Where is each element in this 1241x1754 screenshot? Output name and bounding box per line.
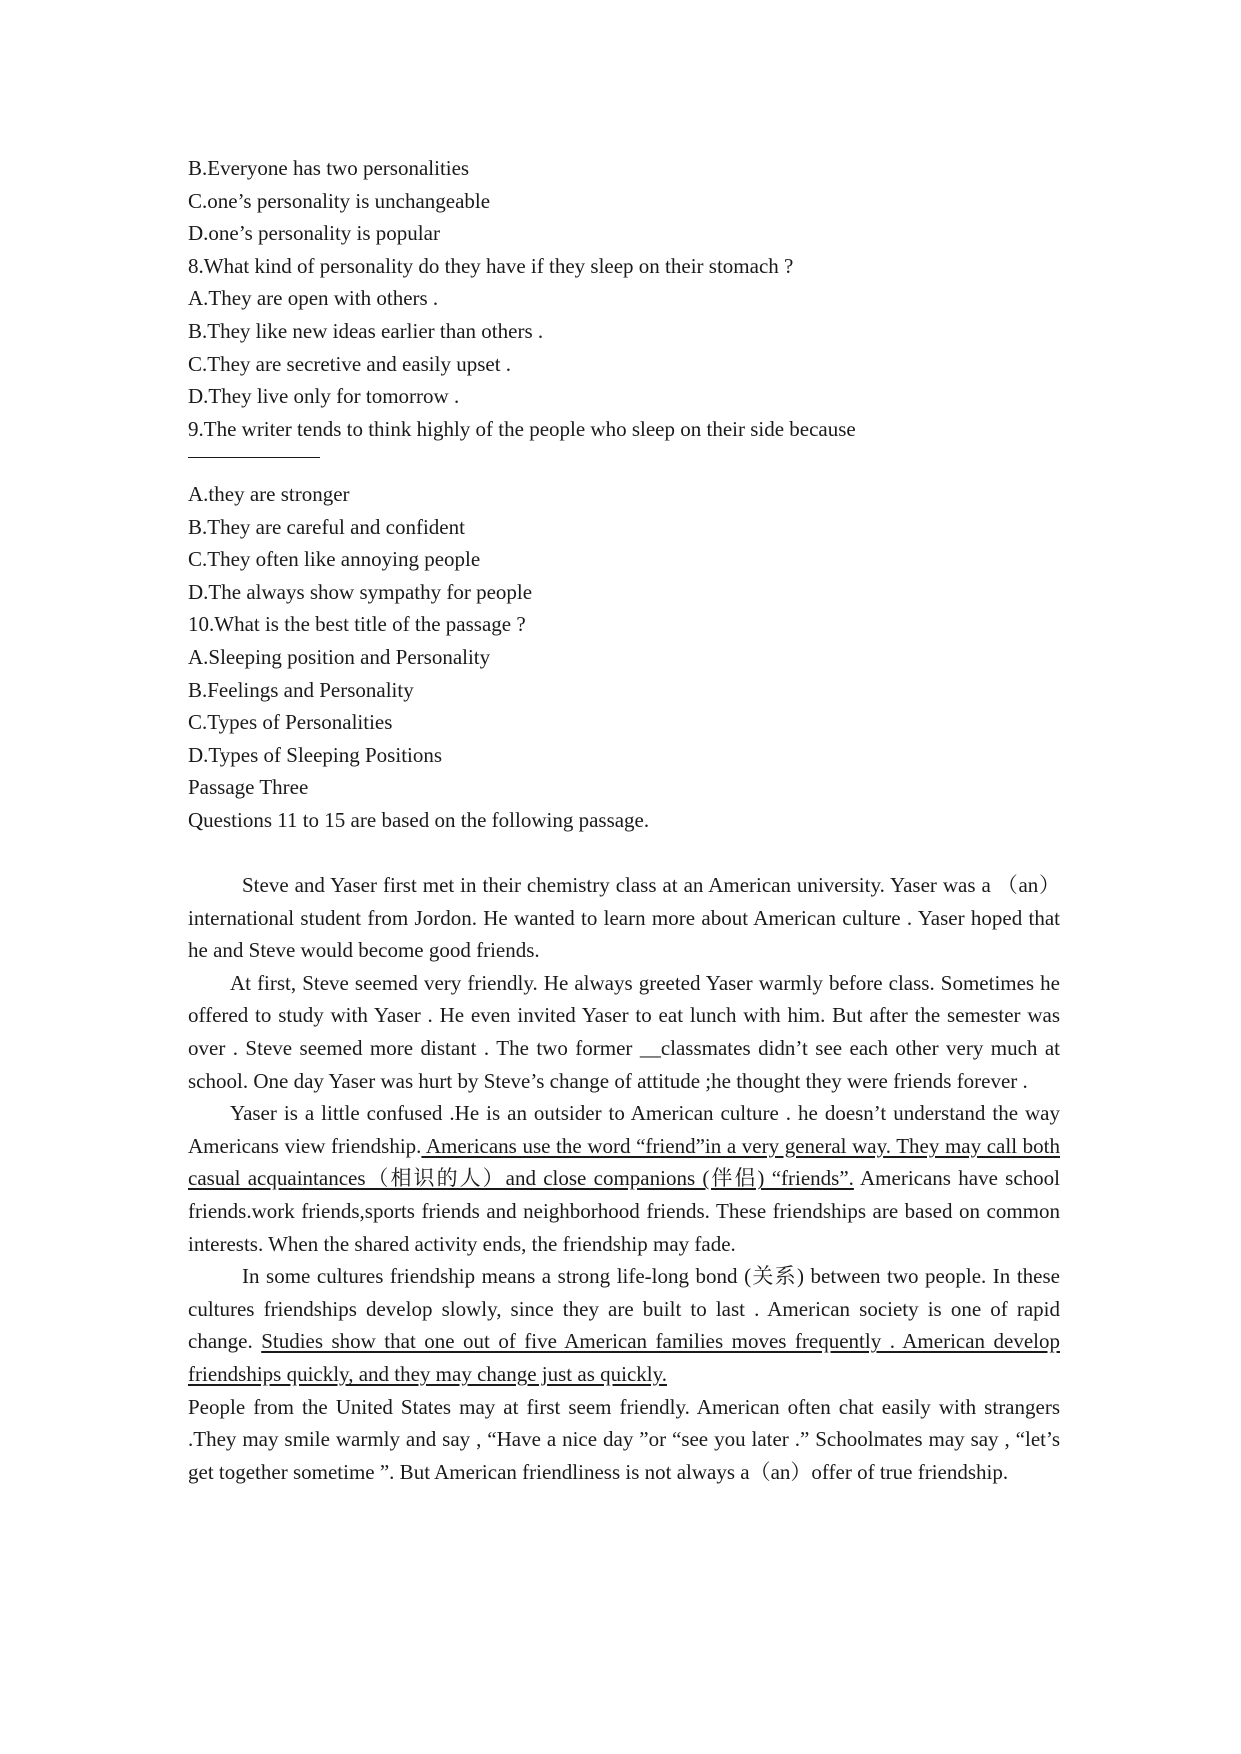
passage-paragraph-4 (188, 1260, 1060, 1390)
question-10: 10.What is the best title of the passage ? (188, 612, 526, 637)
option-7b: B.Everyone has two personalities (188, 156, 470, 180)
answer-blank (188, 445, 1060, 478)
page-content (188, 152, 1060, 1488)
option-7d: D.one’s personality is popular (188, 221, 440, 246)
paragraph-4-text-a: In some cultures friendship means a strong life-long bond (关系) between two people. In these cultures friendships develop slowly, since they are built to last . American society is one of rapid change. (188, 1264, 1060, 1354)
option-8d: D.They live only for tomorrow . (188, 384, 460, 409)
option-9b: B.They are careful and confident (188, 514, 465, 539)
passage-paragraph-5: People from the United States may at first seem friendly. American often chat easily with strangers .They may smile warmly and say , “Have a nice day ”or “see you later .” Schoolmates may say , “let’s get together sometime ”. But American friendliness is not always a（an）offer of true friendship. (188, 1394, 1060, 1484)
option-9d: D.The always show sympathy for people (188, 579, 533, 604)
passage-instructions: Questions 11 to 15 are based on the following passage. (188, 807, 650, 832)
option-8a: A.They are open with others . (188, 286, 439, 311)
paragraph-4-underlined: Studies show that one out of five American families moves frequently . American develop friendships quickly, and they may change just as quickly. (188, 1329, 1060, 1386)
question-8: 8.What kind of personality do they have if they sleep on their stomach ? (188, 253, 794, 278)
option-10c: C.Types of Personalities (188, 710, 393, 735)
option-10b: B.Feelings and Personality (188, 677, 414, 702)
paragraph-3-text-b: Americans have school friends.work friends,sports friends and neighborhood friends. These friendships are based on common interests. When the shared activity ends, the friendship may fade. (188, 1166, 1060, 1256)
option-7c: C.one’s personality is unchangeable (188, 188, 491, 213)
spacer (188, 836, 1060, 869)
option-8c: C.They are secretive and easily upset . (188, 351, 512, 376)
option-9a: A.they are stronger (188, 481, 350, 506)
passage-paragraph-3 (188, 1097, 1060, 1260)
passage-heading: Passage Three (188, 775, 309, 800)
passage-paragraph-1: Steve and Yaser first met in their chemistry class at an American university. Yaser was a （an） international student from Jordon. He wanted to learn more about American culture . Yaser hoped that he and Steve would become good friends. (188, 873, 1060, 963)
passage-paragraph-2: At first, Steve seemed very friendly. He always greeted Yaser warmly before class. Sometimes he offered to study with Yaser . He even invited Yaser to eat lunch with him. But after the semester was over . Steve seemed more distant . The two former __classmates didn’t see each other very much at school. One day Yaser was hurt by Steve’s change of attitude ;he thought they were friends forever . (188, 970, 1060, 1093)
paragraph-3-underlined: Americans use the word “friend”in a very general way. They may call both casual acquaintances（相识的人）and close companions (伴侣) “friends”. (188, 1133, 1060, 1191)
option-10d: D.Types of Sleeping Positions (188, 742, 443, 767)
option-9c: C.They often like annoying people (188, 547, 481, 572)
question-9: 9.The writer tends to think highly of the people who sleep on their side because (188, 416, 856, 441)
option-8b: B.They like new ideas earlier than others . (188, 318, 544, 343)
answer-blank-rule (188, 457, 320, 458)
option-10a: A.Sleeping position and Personality (188, 644, 491, 669)
paragraph-3-text-a: Yaser is a little confused .He is an outsider to American culture . he doesn’t understand the way Americans view friendship. (188, 1101, 1060, 1158)
